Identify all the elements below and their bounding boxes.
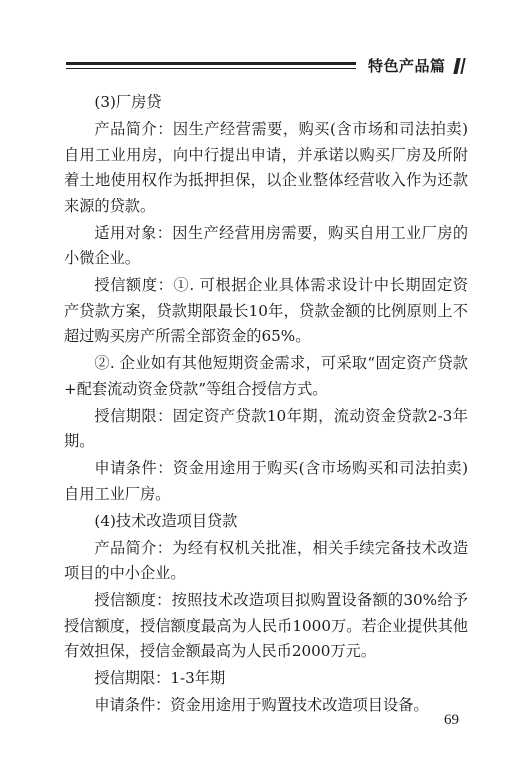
paragraph: 申请条件：资金用途用于购置技术改造项目设备。: [94, 696, 429, 714]
paragraph: ②. 企业如有其他短期资金需求，可采取“固定资产贷款+配套流动资金贷款”等组合授信方式。: [64, 354, 468, 398]
section-title: 特色产品篇: [368, 57, 446, 75]
header-bar-mark: [460, 58, 465, 74]
running-header: [0, 52, 528, 82]
paragraph: 申请条件：资金用途用于购买(含市场购买和司法拍卖)自用工业厂房。: [64, 459, 468, 503]
paragraph: 授信额度：①. 可根据企业具体需求设计中长期固定资产贷款方案，贷款期限最长10年，贷款金额的比例原则上不超过购买房产所需全部资金的65%。: [64, 276, 468, 345]
paragraph: 授信期限：固定资产贷款10年期，流动资金贷款2-3年期。: [64, 406, 468, 450]
paragraph: 授信额度：按照技术改造项目拟购置设备额的30%给予授信额度，授信额度最高为人民币1000万。若企业提供其他有效担保，授信金额最高为人民币2000万元。: [64, 591, 468, 660]
body-text: [64, 90, 468, 720]
header-bar-mark: [453, 58, 460, 74]
paragraph: 产品简介：为经有权机关批准，相关手续完备技术改造项目的中小企业。: [64, 538, 468, 582]
subheading-tech-loan: (4)技术改造项目贷款: [94, 511, 238, 530]
paragraph: 产品简介：因生产经营需要，购买(含市场和司法拍卖)自用工业用房，向中行提出申请，并承诺以购买厂房及所附着土地使用权作为抵押担保，以企业整体经营收入作为还款来源的贷款。: [64, 120, 468, 215]
paragraph: 授信期限：1-3年期: [94, 669, 226, 687]
subheading-factory-loan: (3)厂房贷: [94, 93, 162, 111]
paragraph: 适用对象：因生产经营用房需要，购买自用工业厂房的小微企业。: [64, 223, 468, 267]
header-rule-thick: [66, 62, 356, 65]
page-number: 69: [444, 712, 459, 728]
header-rule-thin: [66, 68, 356, 69]
